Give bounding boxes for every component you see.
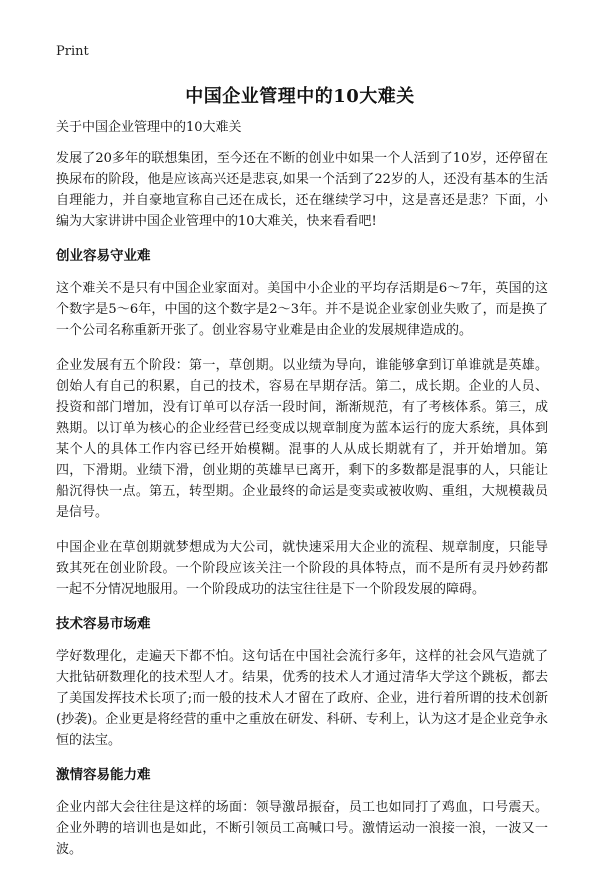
section-heading-passion: 激情容易能力难 xyxy=(56,767,151,783)
print-link[interactable]: Print xyxy=(56,44,89,59)
section-heading-technology: 技术容易市场难 xyxy=(56,616,151,632)
section-paragraph: 企业发展有五个阶段：第一，草创期。以业绩为导向，谁能够拿到订单谁就是英雄。创始人有自己的积累，自己的技术，容易在早期存活。第二，成长期。企业的人员、投资和部门增加，没有订单可以存活一段时间，渐渐规范，有了考核体系。第三，成熟期。以订单为核心的企业经营已经变成以规章制度为蓝本运行的庞大系统，具体到某个人的具体工作内容已经开始模糊。混事的人从成长期就有了，并开始增加。第四，下滑期。业绩下滑，创业期的英雄早已离开，剩下的多数都是混事的人，只能让船沉得快一点。第五，转型期。企业最终的命运是变卖或被收购、重组，大规模裁员是信号。 xyxy=(56,358,548,520)
article-subtitle: 关于中国企业管理中的10大难关 xyxy=(56,120,242,135)
section-heading-startup: 创业容易守业难 xyxy=(56,248,151,264)
intro-paragraph: 发展了20多年的联想集团，至今还在不断的创业中如果一个人活到了10岁，还停留在换尿布的阶段，他是应该高兴还是悲哀,如果一个活到了22岁的人，还没有基本的生活自理能力，并自豪地宣称自己还在成长，还在继续学习中，这是喜还是悲？下面，小编为大家讲讲中国企业管理中的10大难关，快来看看吧! xyxy=(56,151,548,229)
article-body xyxy=(56,118,548,874)
section-paragraph: 中国企业在草创期就梦想成为大公司，就快速采用大企业的流程、规章制度，只能导致其死在创业阶段。一个阶段应该关注一个阶段的具体特点，而不是所有灵丹妙药都一起不分情况地服用。一个阶段成功的法宝往往是下一个阶段发展的障碍。 xyxy=(56,540,548,597)
section-paragraph: 企业内部大会往往是这样的场面：领导激昂振奋，员工也如同打了鸡血，口号震天。企业外聘的培训也是如此，不断引领员工高喊口号。激情运动一浪接一浪，一波又一波。 xyxy=(56,800,548,857)
section-paragraph: 学好数理化，走遍天下都不怕。这句话在中国社会流行多年，这样的社会风气造就了大批钻研数理化的技术型人才。结果，优秀的技术人才通过清华大学这个跳板，都去了美国发挥技术长项了;而一般的技术人才留在了政府、企业，进行着所谓的技术创新(抄袭)。企业更是将经营的重中之重放在研发、科研、专利上，认为这才是企业竞争永恒的法宝。 xyxy=(56,649,548,748)
page-title: 中国企业管理中的10大难关 xyxy=(185,86,415,107)
section-paragraph: 这个难关不是只有中国企业家面对。美国中小企业的平均存活期是6～7年，英国的这个数字是5～6年，中国的这个数字是2～3年。并不是说企业家创业失败了，而是换了一个公司名称重新开张了。创业容易守业难是由企业的发展规律造成的。 xyxy=(56,281,548,338)
